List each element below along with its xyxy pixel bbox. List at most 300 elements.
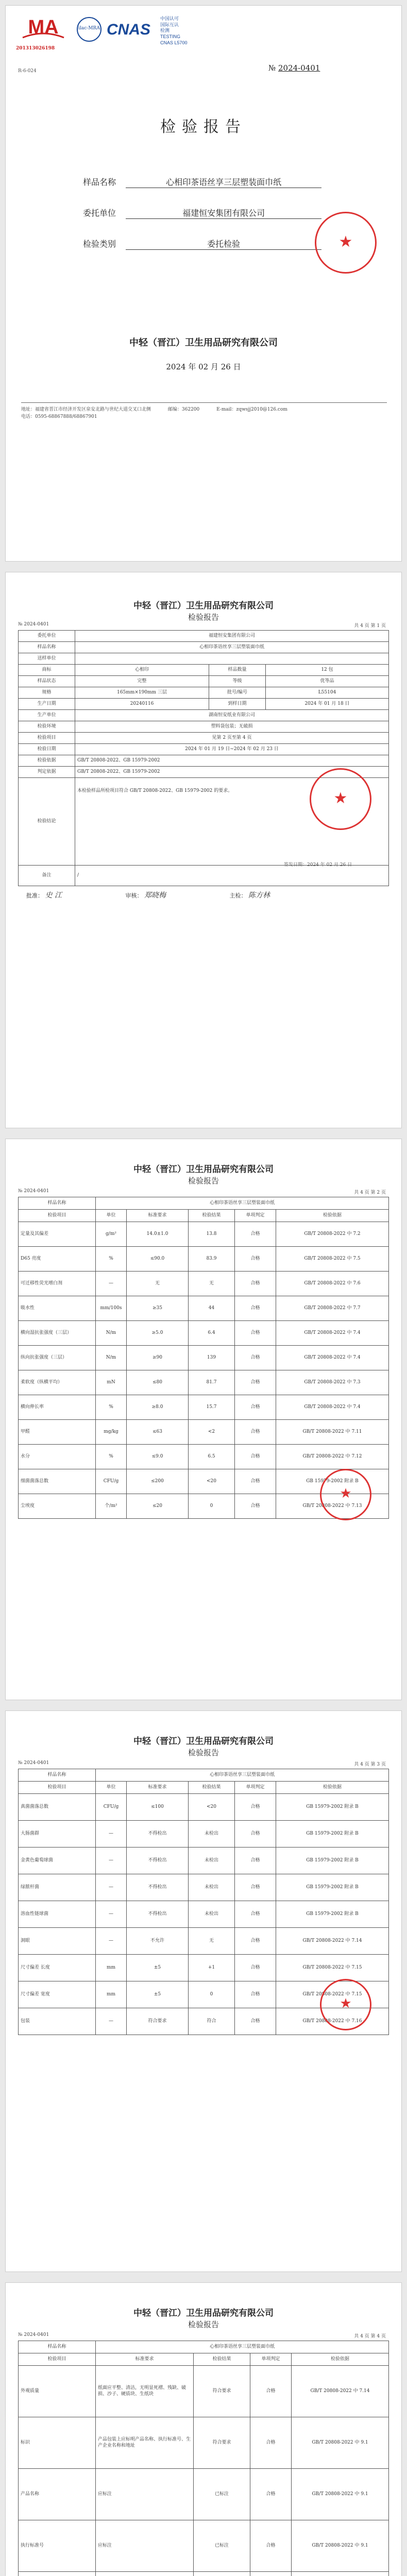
table-row: [19, 1955, 389, 1981]
cell-basis: GB/T 20808-2022 中 7.14: [292, 2366, 389, 2417]
header-result: 检验结果: [189, 1210, 235, 1222]
cell-basis: GB/T 20808-2022 中 9.1: [292, 2417, 389, 2469]
ma-code: 201313026198: [16, 46, 55, 51]
table-row: [19, 1247, 389, 1272]
page-no: № 2024-0401: [18, 2332, 49, 2337]
cell-item: 绿脓杆菌: [19, 1874, 96, 1901]
issue-date: 签发日期：2024 年 02 月 26 日: [284, 862, 352, 868]
cell-result: 139: [189, 1346, 235, 1370]
client-value: 福建恒安集团有限公司: [126, 207, 321, 219]
cover-field-category: [83, 238, 321, 250]
cell-judge: 合格: [235, 1821, 276, 1848]
cell-item: 金黄色葡萄球菌: [19, 1848, 96, 1874]
footer-tel: 电话：0595-68867888/68867901: [21, 414, 97, 420]
cell-basis: GB/T 20808-2022 中 7.12: [276, 1445, 389, 1469]
table-row: [19, 2572, 389, 2576]
cell-result: 81.7: [189, 1370, 235, 1395]
sample-label: 样品名称: [19, 1197, 96, 1210]
cell-item: 尺寸偏差 长度: [19, 1955, 96, 1981]
cell-result: 未检出: [189, 1848, 235, 1874]
cell-judge: 合格: [235, 1247, 276, 1272]
client-label: 委托单位: [19, 631, 75, 642]
cell-item: 细菌菌落总数: [19, 1469, 96, 1494]
cell-basis: GB/T 20808-2022 中 7.13: [276, 1494, 389, 1519]
cover-date: 2024 年 02 月 26 日: [166, 362, 241, 371]
cell-result: 已标注: [194, 2520, 250, 2572]
tester-signature: 陈方林: [248, 891, 270, 900]
page-title: 检验报告: [188, 613, 219, 622]
cell-unit: %: [96, 1445, 127, 1469]
sample-label: 样品名称: [83, 177, 116, 187]
cell-basis: GB/T 20808-2022 中 7.5: [276, 1247, 389, 1272]
seal-star-icon: ★: [340, 1486, 352, 1501]
cell-req: 不得检出: [127, 1821, 189, 1848]
page-count: 共 4 页 第 2 页: [354, 1190, 386, 1195]
eval-value: GB/T 20808-2022、GB 15979-2002: [75, 767, 389, 778]
header-result: 检验结果: [189, 1782, 235, 1794]
status-label: 样品状态: [19, 676, 75, 687]
cell-basis: [292, 2572, 389, 2576]
cell-judge: 合格: [235, 1901, 276, 1928]
cell-judge: 合格: [235, 1222, 276, 1247]
cell-judge: 合格: [235, 1346, 276, 1370]
cover-title: 检验报告: [160, 118, 247, 136]
table-header: [19, 1210, 389, 1222]
header-unit: 单位: [96, 1210, 127, 1222]
cnas-code: CNAS L5700: [160, 40, 188, 45]
seal-star-icon: ★: [338, 233, 353, 251]
page-org: 中轻（晋江）卫生用品研究有限公司: [133, 2308, 274, 2318]
cell-unit: mm: [96, 1955, 127, 1981]
cell-result: 符合: [189, 2008, 235, 2035]
cell-result: 15.7: [189, 1395, 235, 1420]
client-label: 委托单位: [83, 208, 116, 218]
spec-value: 165mm×190mm 三层: [75, 687, 209, 699]
page-no: № 2024-0401: [18, 1760, 49, 1766]
level-label: 等级: [209, 676, 266, 687]
cell-req: ≤63: [127, 1420, 189, 1445]
cell-unit: CFU/g: [96, 1794, 127, 1821]
sample-value: 心相印茶语丝享三层塑装面巾纸: [126, 176, 321, 188]
cell-req: ≤100: [127, 1794, 189, 1821]
footer-email: E-mail：zqwsjj2010@126.com: [216, 407, 287, 412]
cnas-sub: 检测: [160, 28, 170, 33]
report-page-1: [5, 572, 402, 1128]
report-page-3: [5, 1710, 402, 2272]
cell-judge: 合格: [235, 2008, 276, 2035]
header-item: 检验项目: [19, 1210, 96, 1222]
env-value: 塑料袋包装；无破损: [75, 721, 389, 733]
table-row: [19, 1901, 389, 1928]
table-row: [19, 2469, 389, 2520]
cell-basis: GB 15979-2002 附录 B: [276, 1874, 389, 1901]
header-basis: 检验依据: [276, 1782, 389, 1794]
cell-item: 吸水性: [19, 1296, 96, 1321]
cell-unit: g/m²: [96, 1222, 127, 1247]
report-page-2: [5, 1139, 402, 1700]
table-row: [19, 1346, 389, 1370]
arrival-date-label: 到样日期: [209, 699, 266, 710]
header-req: 标准要求: [127, 1782, 189, 1794]
header-item: 检验项目: [19, 1782, 96, 1794]
table-row: [19, 1222, 389, 1247]
cell-judge: 合格: [235, 1420, 276, 1445]
cell-item: 纵向抗张强度（三层）: [19, 1346, 96, 1370]
page-no: № 2024-0401: [18, 622, 49, 627]
cell-item: 甲醛: [19, 1420, 96, 1445]
tester-label: 主检：: [229, 892, 247, 899]
cell-basis: GB/T 20808-2022 中 9.1: [292, 2520, 389, 2572]
cnas-testing: TESTING: [160, 34, 181, 40]
header-judge: 单项判定: [235, 1210, 276, 1222]
mark-label: 商标: [19, 665, 75, 676]
cell-unit: mg/kg: [96, 1420, 127, 1445]
table-row: [19, 1794, 389, 1821]
cell-result: 6.4: [189, 1321, 235, 1346]
cell-item: 执行标准号: [19, 2520, 96, 2572]
ilac-logo: ilac-MRA: [77, 17, 101, 42]
cell-basis: GB 15979-2002 附录 B: [276, 1848, 389, 1874]
sender-value: [75, 653, 389, 665]
header-req: 标准要求: [96, 2353, 194, 2366]
cell-unit: N/m: [96, 1346, 127, 1370]
header-judge: 单项判定: [250, 2353, 292, 2366]
cell-basis: GB/T 20808-2022 中 7.15: [276, 1955, 389, 1981]
qty-value: 12 包: [266, 665, 389, 676]
cell-unit: —: [96, 2008, 127, 2035]
cell-result: 符合要求: [194, 2366, 250, 2417]
page-count: 共 4 页 第 3 页: [354, 1762, 386, 1767]
cell-unit: N/m: [96, 1321, 127, 1346]
table-row: [19, 2417, 389, 2469]
page-count: 共 4 页 第 4 页: [354, 2334, 386, 2339]
cell-result: <20: [189, 1469, 235, 1494]
cell-req: 14.0±1.0: [127, 1222, 189, 1247]
sample-label: 样品名称: [19, 2341, 96, 2353]
cell-item: 产品名称: [19, 2469, 96, 2520]
cell-judge: 合格: [235, 1494, 276, 1519]
signature-row: [26, 890, 387, 900]
cnas-chinese: 中国认可: [160, 16, 179, 21]
cell-unit: %: [96, 1395, 127, 1420]
cell-judge: 合格: [235, 1928, 276, 1955]
cell-judge: 合格: [235, 1794, 276, 1821]
cell-req: ≥90: [127, 1346, 189, 1370]
footer-postcode: 邮编：362200: [167, 407, 200, 412]
report-number-value: 2024-0401: [278, 63, 320, 73]
cell-req: ≤200: [127, 1469, 189, 1494]
cell-result: 符合要求: [194, 2417, 250, 2469]
svg-text:MA: MA: [28, 16, 59, 38]
left-code: R-6-024: [18, 69, 37, 74]
cell-basis: GB/T 20808-2022 中 7.11: [276, 1420, 389, 1445]
cell-unit: —: [96, 1928, 127, 1955]
cell-item: D65 亮度: [19, 1247, 96, 1272]
cell-item: 可迁移性荧光增白剂: [19, 1272, 96, 1296]
report-number: [268, 63, 320, 73]
cell-result: 无: [189, 1928, 235, 1955]
cover-footer: [21, 402, 387, 421]
table-row: [19, 1296, 389, 1321]
cell-req: ≥35: [127, 1296, 189, 1321]
cell-item: 横向伸长率: [19, 1395, 96, 1420]
sample-label: 样品名称: [19, 642, 75, 653]
cell-judge: 合格: [250, 2520, 292, 2572]
sender-label: 送样单位: [19, 653, 75, 665]
reviewer-signature: 郑晓梅: [144, 891, 166, 900]
maker-label: 生产单位: [19, 710, 75, 721]
basic-info-table: [18, 630, 389, 886]
cell-judge: 合格: [235, 1848, 276, 1874]
cell-judge: 合格: [235, 1321, 276, 1346]
header-item: 检验项目: [19, 2353, 96, 2366]
cnas-label-block: [160, 16, 188, 46]
page-no: № 2024-0401: [18, 1189, 49, 1194]
cell-judge: 合格: [250, 2469, 292, 2520]
approver-label: 批准：: [26, 892, 43, 899]
table-row: [19, 1821, 389, 1848]
table-row: [19, 2520, 389, 2572]
red-seal-page2: [320, 1469, 371, 1520]
cell-result: <20: [189, 1794, 235, 1821]
maker-value: 湖南恒安纸业有限公司: [75, 710, 389, 721]
table-row: [19, 1848, 389, 1874]
cell-judge: 合格: [235, 1370, 276, 1395]
table-row: [19, 1928, 389, 1955]
mark-value: 心相印: [75, 665, 209, 676]
eval-label: 判定依据: [19, 767, 75, 778]
cell-unit: —: [96, 1272, 127, 1296]
cell-unit: mN: [96, 1370, 127, 1395]
cell-req: 应标注: [96, 2520, 194, 2572]
table-row: [19, 1445, 389, 1469]
cell-basis: GB/T 20808-2022 中 7.15: [276, 1981, 389, 2008]
category-value: 委托检验: [126, 238, 321, 250]
cell-result: <2: [189, 1420, 235, 1445]
cell-judge: 合格: [235, 1955, 276, 1981]
sample-value: 心相印茶语丝享三层塑装面巾纸: [75, 642, 389, 653]
cell-req: 产品包装上应标明产品名称、执行标准号、生产企业名称和地址: [96, 2417, 194, 2469]
cell-basis: GB 15979-2002 附录 B: [276, 1469, 389, 1494]
cell-item: 洞眼: [19, 1928, 96, 1955]
spec-label: 规格: [19, 687, 75, 699]
cell-judge: 合格: [235, 1395, 276, 1420]
cell-req: 不得检出: [127, 1848, 189, 1874]
cell-req: ≤20: [127, 1494, 189, 1519]
cell-judge: [250, 2572, 292, 2576]
arrival-date-value: 2024 年 01 月 18 日: [266, 699, 389, 710]
table-header: [19, 1782, 389, 1794]
cell-basis: GB/T 20808-2022 中 7.2: [276, 1222, 389, 1247]
header-req: 标准要求: [127, 1210, 189, 1222]
cell-item: 溶血性链球菌: [19, 1901, 96, 1928]
env-label: 检验环境: [19, 721, 75, 733]
header-result: 检验结果: [194, 2353, 250, 2366]
cell-basis: GB/T 20808-2022 中 7.14: [276, 1928, 389, 1955]
cell-item: 水分: [19, 1445, 96, 1469]
basis-value: GB/T 20808-2022、GB 15979-2002: [75, 755, 389, 767]
cell-unit: CFU/g: [96, 1469, 127, 1494]
sample-label: 样品名称: [19, 1769, 96, 1782]
cell-item: [19, 2572, 96, 2576]
date-made-value: 20240116: [75, 699, 209, 710]
cell-result: 0: [189, 1981, 235, 2008]
cell-result: [194, 2572, 250, 2576]
cell-result: 13.8: [189, 1222, 235, 1247]
header-basis: 检验依据: [292, 2353, 389, 2366]
cell-basis: GB/T 20808-2022 中 7.4: [276, 1321, 389, 1346]
red-seal-cover: [315, 212, 377, 274]
cell-req: ≥8.0: [127, 1395, 189, 1420]
approver-signature: 史 江: [45, 891, 62, 900]
cell-item: 尺寸偏差 宽度: [19, 1981, 96, 2008]
red-seal-page1: [310, 768, 371, 830]
cell-item: 外观质量: [19, 2366, 96, 2417]
cell-item: 横向湿抗张强度（三层）: [19, 1321, 96, 1346]
page-count: 共 4 页 第 1 页: [354, 623, 386, 629]
cell-basis: GB/T 20808-2022 中 7.7: [276, 1296, 389, 1321]
cell-req: ±5: [127, 1955, 189, 1981]
header-unit: 单位: [96, 1782, 127, 1794]
test-results-table-a: [18, 1197, 389, 1519]
cell-req: ±5: [127, 1981, 189, 2008]
cell-item: 柔软度（纵横平均）: [19, 1370, 96, 1395]
cell-item: 标识: [19, 2417, 96, 2469]
table-row: [19, 1321, 389, 1346]
header-judge: 单项判定: [235, 1782, 276, 1794]
cell-result: +1: [189, 1955, 235, 1981]
cell-unit: —: [96, 1901, 127, 1928]
table-header: [19, 2353, 389, 2366]
sample-value: 心相印茶语丝享三层塑装面巾纸: [96, 2341, 389, 2353]
cell-result: 44: [189, 1296, 235, 1321]
conclusion-label: 检验结论: [19, 778, 75, 866]
cell-req: ≤80: [127, 1370, 189, 1395]
seal-star-icon: ★: [340, 1996, 352, 2011]
ma-logo: [20, 15, 66, 45]
status-value: 完整: [75, 676, 209, 687]
cell-basis: GB/T 20808-2022 中 7.6: [276, 1272, 389, 1296]
basis-label: 检验依据: [19, 755, 75, 767]
page-title: 检验报告: [188, 2320, 219, 2329]
cell-item: 包装: [19, 2008, 96, 2035]
batch-label: 批号/编号: [209, 687, 266, 699]
sample-value: 心相印茶语丝享三层塑装面巾纸: [96, 1197, 389, 1210]
cell-judge: 合格: [250, 2366, 292, 2417]
page-org: 中轻（晋江）卫生用品研究有限公司: [133, 1736, 274, 1747]
cell-req: ≤9.0: [127, 1445, 189, 1469]
page-org: 中轻（晋江）卫生用品研究有限公司: [133, 601, 274, 611]
batch-value: L55104: [266, 687, 389, 699]
table-row: [19, 1370, 389, 1395]
cell-basis: GB/T 20808-2022 中 7.4: [276, 1346, 389, 1370]
cell-req: 纸面应平整、清洁，无明显死褶、残缺、破损、沙子、硬质块、生纸块: [96, 2366, 194, 2417]
cell-unit: —: [96, 1821, 127, 1848]
cell-result: 无: [189, 1272, 235, 1296]
cell-judge: 合格: [235, 1874, 276, 1901]
cell-result: 83.9: [189, 1247, 235, 1272]
cover-org: 中轻（晋江）卫生用品研究有限公司: [129, 337, 278, 348]
footer-address: 地址：福建省晋江市经济开发区泉安北路与世纪大道交叉口北侧: [21, 407, 151, 412]
cell-req: ≥5.0: [127, 1321, 189, 1346]
sample-value: 心相印茶语丝享三层塑装面巾纸: [96, 1769, 389, 1782]
table-row: [19, 2366, 389, 2417]
page-org: 中轻（晋江）卫生用品研究有限公司: [133, 1164, 274, 1175]
red-seal-page3: [320, 1979, 371, 2030]
cell-result: 未检出: [189, 1874, 235, 1901]
table-row: [19, 1874, 389, 1901]
cell-req: ≤90.0: [127, 1247, 189, 1272]
note-value: /: [75, 866, 389, 886]
table-row: [19, 1272, 389, 1296]
cell-basis: GB/T 20808-2022 中 7.3: [276, 1370, 389, 1395]
cell-basis: GB/T 20808-2022 中 7.16: [276, 2008, 389, 2035]
reviewer-label: 审核：: [125, 892, 143, 899]
level-value: 优等品: [266, 676, 389, 687]
report-page-4: [5, 2282, 402, 2576]
conclusion-value: 本检验样品所检项目符合 GB/T 20808-2022、GB 15979-2002 的要求。: [75, 778, 389, 866]
qty-label: 样品数量: [209, 665, 266, 676]
cell-basis: GB/T 20808-2022 中 9.1: [292, 2469, 389, 2520]
cell-req: 应标注: [96, 2469, 194, 2520]
cell-unit: mm: [96, 1981, 127, 2008]
cover-field-client: [83, 207, 321, 219]
cell-unit: mm/100s: [96, 1296, 127, 1321]
cell-basis: GB 15979-2002 附录 B: [276, 1901, 389, 1928]
cell-unit: —: [96, 1848, 127, 1874]
cell-req: 不允许: [127, 1928, 189, 1955]
cell-result: 未检出: [189, 1901, 235, 1928]
cell-unit: —: [96, 1874, 127, 1901]
period-label: 检验日期: [19, 744, 75, 755]
cell-result: 0: [189, 1494, 235, 1519]
cell-item: 真菌菌落总数: [19, 1794, 96, 1821]
cell-unit: 个/m²: [96, 1494, 127, 1519]
cell-req: 不得检出: [127, 1901, 189, 1928]
date-made-label: 生产日期: [19, 699, 75, 710]
cell-result: 已标注: [194, 2469, 250, 2520]
cover-page: [5, 5, 402, 562]
period-value: 2024 年 01 月 19 日~2024 年 02 月 23 日: [75, 744, 389, 755]
category-label: 检验类别: [83, 239, 116, 249]
header-basis: 检验依据: [276, 1210, 389, 1222]
test-results-table-c: [18, 2341, 389, 2576]
cover-field-sample: [83, 176, 321, 188]
cell-judge: 合格: [235, 1296, 276, 1321]
cell-result: 未检出: [189, 1821, 235, 1848]
cell-item: 定量及其偏差: [19, 1222, 96, 1247]
page-title: 检验报告: [188, 1748, 219, 1757]
cnas-logo: [107, 18, 158, 40]
cell-judge: 合格: [250, 2417, 292, 2469]
items-label: 检验项目: [19, 733, 75, 744]
cell-unit: %: [96, 1247, 127, 1272]
seal-star-icon: ★: [333, 789, 348, 807]
note-label: 备注: [19, 866, 75, 886]
cell-item: 尘埃度: [19, 1494, 96, 1519]
svg-text:CNAS: CNAS: [107, 21, 151, 38]
cell-result: 6.5: [189, 1445, 235, 1469]
cell-basis: GB 15979-2002 附录 B: [276, 1821, 389, 1848]
client-value: 福建恒安集团有限公司: [75, 631, 389, 642]
cell-judge: 合格: [235, 1272, 276, 1296]
cell-item: 大肠菌群: [19, 1821, 96, 1848]
cell-judge: 合格: [235, 1469, 276, 1494]
cnas-mid: 国际互认: [160, 22, 179, 27]
cell-req: [96, 2572, 194, 2576]
cell-req: 符合要求: [127, 2008, 189, 2035]
cell-basis: GB 15979-2002 附录 B: [276, 1794, 389, 1821]
